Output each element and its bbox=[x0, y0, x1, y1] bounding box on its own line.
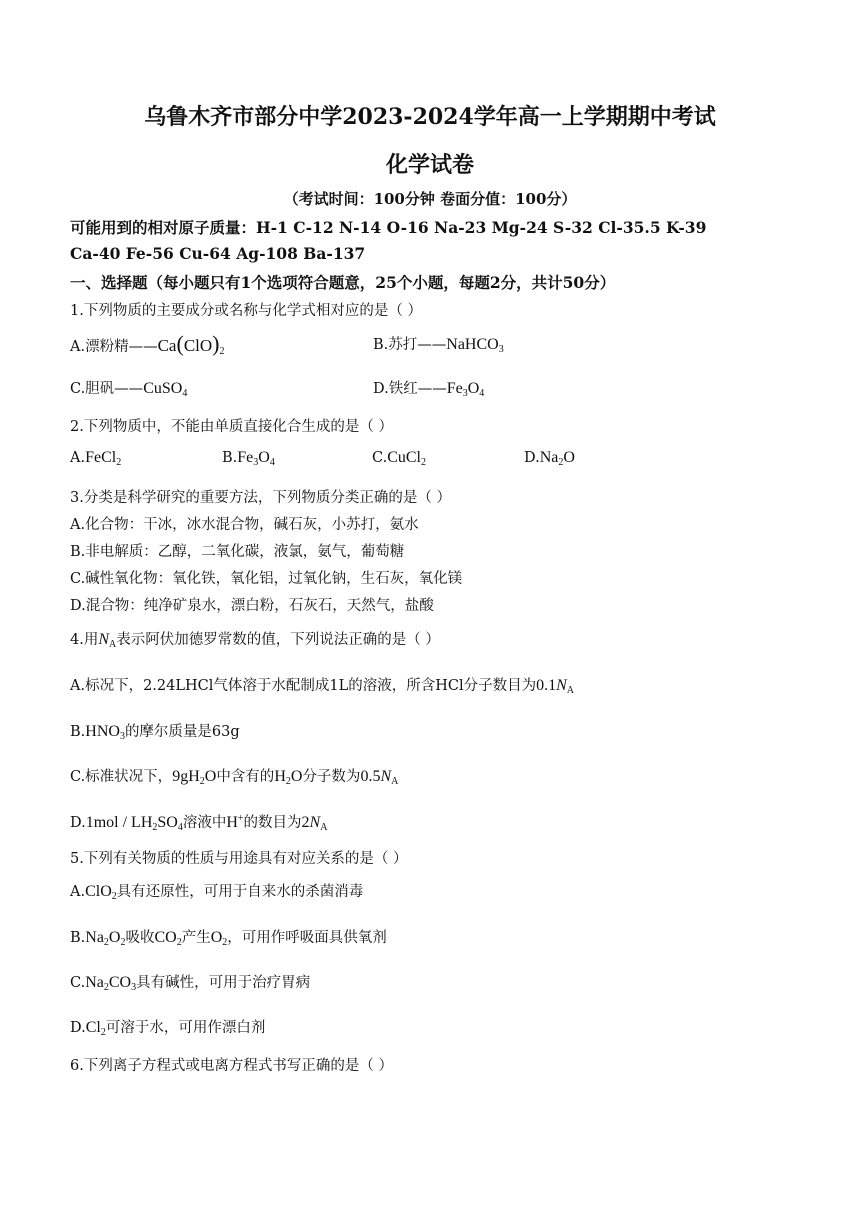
q3-option-a: A.化合物：干冰，冰水混合物，碱石灰，小苏打，氨水 bbox=[70, 517, 419, 533]
q5-option-b: $B.Na_2O_2$吸收$CO_2$产生$O_2$，可用作呼吸面具供氧剂 bbox=[70, 929, 387, 948]
q3-option-c: C.碱性氧化物：氧化铁，氧化铝，过氧化钠，生石灰，氧化镁 bbox=[70, 571, 463, 587]
exam-info: （考试时间：100分钟 卷面分值：100分） bbox=[283, 190, 577, 208]
q2-option-b: $B.Fe_3O_4$ bbox=[222, 449, 275, 468]
q5-option-a: A.ClO$_2$具有还原性，可用于自来水的杀菌消毒 bbox=[70, 883, 364, 902]
q3-option-d: D.混合物：纯净矿泉水，漂白粉，石灰石，天然气，盐酸 bbox=[70, 598, 434, 614]
question-2-stem: 2.下列物质中，不能由单质直接化合生成的是（ ） bbox=[70, 419, 393, 435]
q1-option-a: A.漂粉精$——Ca(ClO)_2$ bbox=[70, 331, 225, 357]
q2-option-a: A.FeCl$_2$ bbox=[70, 449, 122, 468]
q1-option-d: D.铁红$——Fe_3O_4$ bbox=[373, 380, 485, 399]
question-1-stem: 1.下列物质的主要成分或名称与化学式相对应的是（ ） bbox=[70, 303, 422, 319]
exam-title: 乌鲁木齐市部分中学2023-2024学年高一上学期期中考试 bbox=[144, 104, 716, 130]
atomic-mass-line-1: 可能用到的相对原子质量：H-1 C-12 N-14 O-16 Na-23 Mg-24 S-32 Cl-35.5 K-39 bbox=[70, 218, 707, 237]
section-heading: 一、选择题（每小题只有1个选项符合题意，25个小题，每题2分，共计50分） bbox=[70, 273, 616, 292]
q2-option-c: C.CuCl$_2$ bbox=[372, 449, 426, 468]
q2-option-d: $D.Na_2O$ bbox=[524, 449, 575, 468]
question-5-stem: 5.下列有关物质的性质与用途具有对应关系的是（ ） bbox=[70, 851, 408, 867]
q4-option-a: A.标况下，2.24LHCl气体溶于水配制成1L的溶液，所含HCl分子数目为$0.1N_A$ bbox=[70, 677, 575, 696]
q5-option-d: $D.Cl_2$可溶于水，可用作漂白剂 bbox=[70, 1019, 266, 1038]
q1-option-b: B.苏打——NaHCO$_3$ bbox=[373, 336, 504, 355]
q4-option-d: $D.1mol / LH_2SO_4$溶液中H+的数目为$2N_A$ bbox=[70, 813, 328, 833]
q1-option-c: C.胆矾——CuSO$_4$ bbox=[70, 380, 188, 399]
question-3-stem: 3.分类是科学研究的重要方法，下列物质分类正确的是（ ） bbox=[70, 490, 451, 506]
question-4-stem: 4.用$N_A$表示阿伏加德罗常数的值，下列说法正确的是（ ） bbox=[70, 631, 440, 650]
q3-option-b: B.非电解质：乙醇，二氧化碳，液氯，氨气，葡萄糖 bbox=[70, 544, 405, 560]
q4-option-b: $B.HNO_3$的摩尔质量是63g bbox=[70, 723, 240, 742]
q4-option-c: C.标准状况下，$9gH_2O$中含有的$H_2O$分子数为$0.5N_A$ bbox=[70, 768, 399, 787]
question-6-stem: 6.下列离子方程式或电离方程式书写正确的是（ ） bbox=[70, 1058, 393, 1074]
q5-option-c: $C.Na_2CO_3$具有碱性，可用于治疗胃病 bbox=[70, 974, 311, 993]
atomic-mass-line-2: Ca-40 Fe-56 Cu-64 Ag-108 Ba-137 bbox=[70, 244, 366, 263]
exam-subject: 化学试卷 bbox=[385, 152, 474, 178]
